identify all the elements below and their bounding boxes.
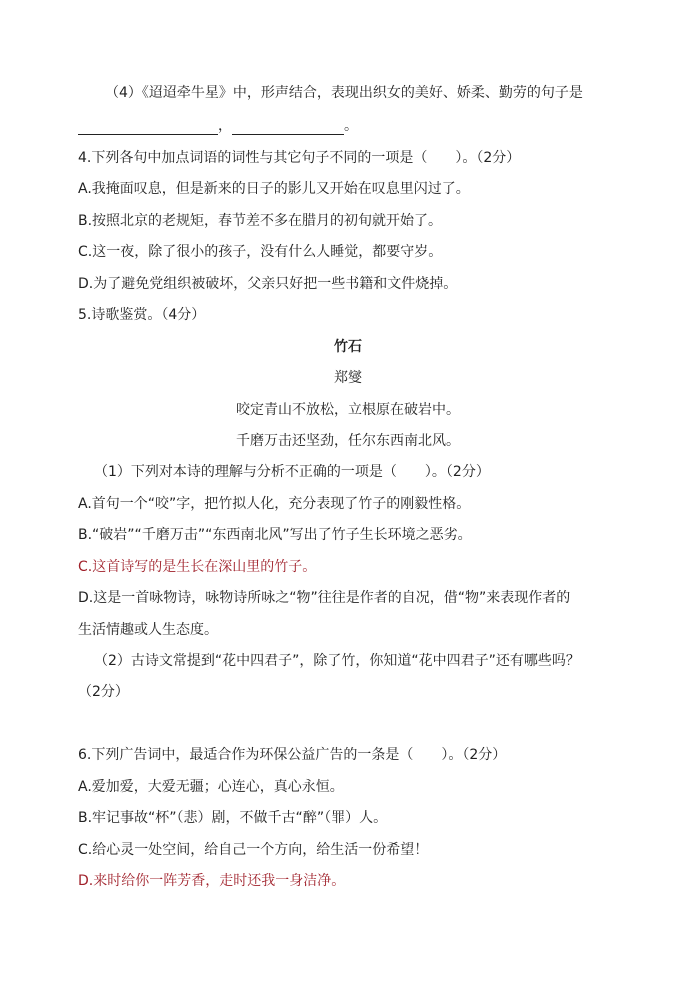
q5-sub2-line-2: （2分）: [78, 684, 129, 700]
q5-option-d-line-2: 生活情趣或人生态度。: [78, 622, 218, 638]
q6-stem: 6.下列广告词中，最适合作为环保公益广告的一条是（ ）。（2分）: [78, 747, 507, 763]
q5-option-b: B.“破岩”“千磨万击”“东西南北风”写出了竹子生长环境之恶劣。: [78, 527, 472, 543]
q4-option-d: D.为了避免党组织被破坏，父亲只好把一些书籍和文件烧掉。: [78, 276, 458, 292]
q6-option-a: A.爱加爱，大爱无疆；心连心，真心永恒。: [78, 779, 344, 795]
q6-option-b: B.牢记事故“杯”（悲）剧，不做千古“醉”（罪）人。: [78, 810, 388, 826]
answer-blank-2[interactable]: [232, 120, 344, 135]
q4-stem: 4.下列各句中加点词语的词性与其它句子不同的一项是（ ）。（2分）: [78, 150, 521, 166]
q5-stem: 5.诗歌鉴赏。（4分）: [78, 307, 206, 323]
q4-option-a: A.我掩面叹息，但是新来的日子的影儿又开始在叹息里闪过了。: [78, 181, 470, 197]
poem-line-2: 千磨万击还坚劲，任尔东西南北风。: [236, 433, 460, 449]
answer-blank-1[interactable]: [78, 120, 218, 135]
answer-end: 。: [344, 118, 358, 134]
q3-4-answer-line: [78, 117, 358, 135]
poem-line-1: 咬定青山不放松，立根原在破岩中。: [236, 402, 460, 418]
q4-option-b: B.按照北京的老规矩，春节差不多在腊月的初旬就开始了。: [78, 213, 443, 229]
q6-option-c: C.给心灵一处空间，给自己一个方向，给生活一份希望！: [78, 842, 429, 858]
poem-author: 郑燮: [334, 370, 362, 386]
poem-title: 竹石: [334, 339, 362, 355]
q5-option-a: A.首句一个“咬”字，把竹拟人化，充分表现了竹子的刚毅性格。: [78, 496, 471, 512]
q5-option-c: C.这首诗写的是生长在深山里的竹子。: [78, 559, 317, 575]
q4-option-c: C.这一夜，除了很小的孩子，没有什么人睡觉，都要守岁。: [78, 244, 443, 260]
q6-option-d: D.来时给你一阵芳香，走时还我一身洁净。: [78, 873, 346, 889]
q5-option-d-line-1: D.这是一首咏物诗，咏物诗所咏之“物”往往是作者的自况，借“物”来表现作者的: [78, 590, 571, 606]
answer-separator: ，: [218, 118, 232, 134]
q3-4-prompt: （4）《迢迢牵牛星》中，形声结合，表现出织女的美好、娇柔、勤劳的句子是: [105, 85, 583, 101]
q5-sub2-line-1: （2）古诗文常提到“花中四君子”，除了竹，你知道“花中四君子”还有哪些吗？: [94, 653, 580, 669]
q5-sub1-stem: （1）下列对本诗的理解与分析不正确的一项是（ ）。（2分）: [94, 464, 490, 480]
